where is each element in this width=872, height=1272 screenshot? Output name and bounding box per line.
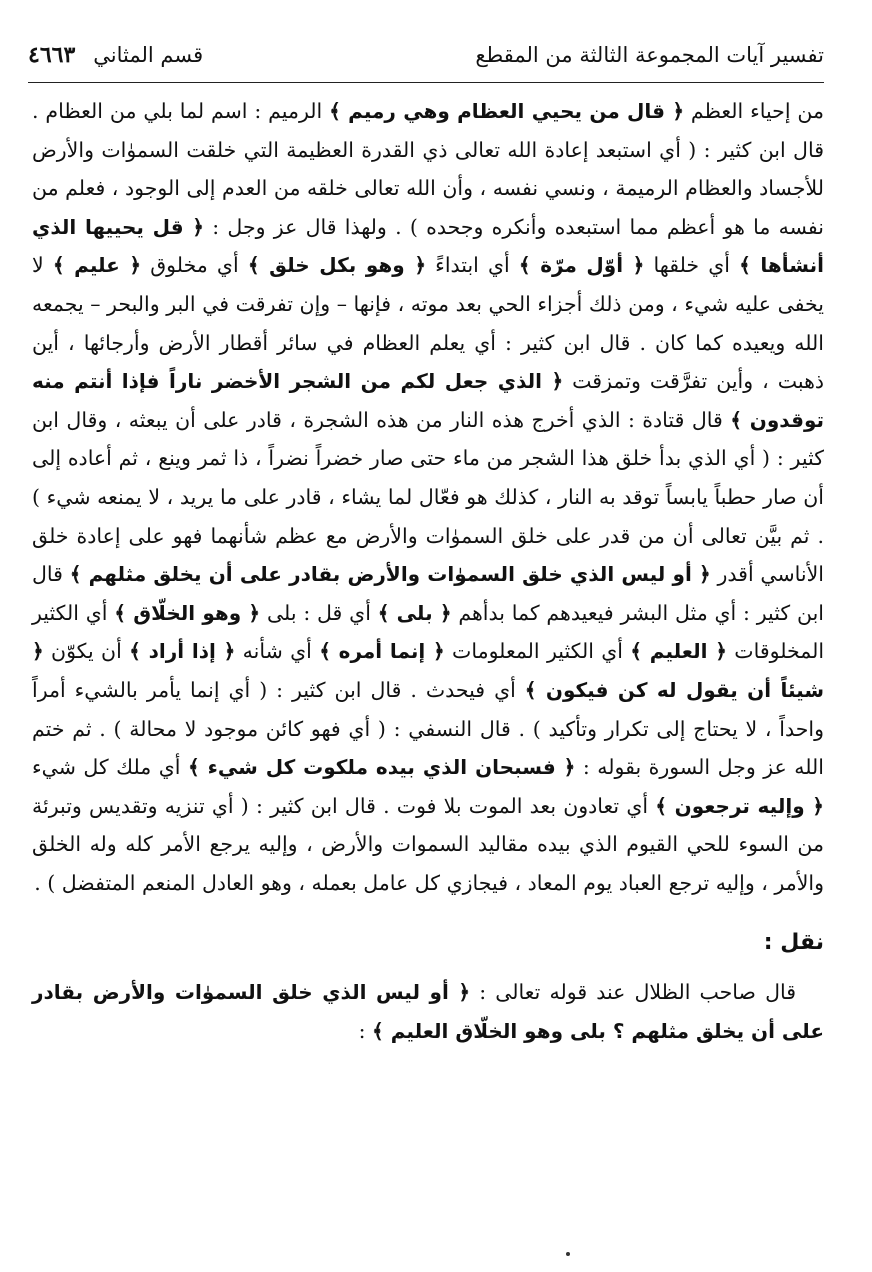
quran-verse: ﴿ فسبحان الذي بيده ملكوت كل شيء ﴾	[187, 755, 576, 780]
section-heading: نقل :	[763, 930, 824, 956]
text-run: أي قل : بلى	[260, 600, 378, 625]
quran-verse: ﴿ قل يحييها الذي أنشأها ﴾	[32, 214, 824, 278]
text-run: أي ملك كل شيء	[32, 755, 188, 780]
quran-verse: ﴿ أوّل مرّة ﴾	[518, 253, 645, 278]
text-run: قال صاحب الظلال عند قوله تعالى :	[470, 980, 797, 1005]
quote-intro-paragraph	[32, 973, 824, 1050]
quran-verse: ﴿ عليم ﴾	[52, 253, 142, 278]
text-run: أن يكوّن	[43, 639, 130, 664]
quran-verse: ﴿ العليم ﴾	[630, 639, 727, 664]
text-run: أي الكثير المعلومات	[444, 639, 631, 664]
text-run: أي مخلوق	[141, 253, 248, 278]
text-run: أي خلقها	[644, 253, 740, 278]
running-header	[28, 30, 824, 80]
quran-verse: ﴿ أو ليس الذي خلق السموٰات والأرض بقادر على أن يخلق مثلهم ؟ بلى وهو الخلّاق العليم ﴾	[32, 980, 824, 1043]
text-run: قال قتادة : الذي أخرج هذه النار من هذه الشجرة ، قادر على أن يبعثه ، وقال ابن كثير : ( أي الذي بدأ خلق هذا الشجر من ماء حتى صار خضراً نضراً ، ذا ثمر وينع ، ثم أعاده إلى أن صار حطباً يابساً توقد به النار ، كذلك هو فعّال لما يشاء ، قادر على ما يريد ، لا يمنعه شيء ) . ثم بيَّن تعالى أن من قدر على خلق السموٰات والأرض مع عظم شأنهما فهو على إعادة خلق الأناسي أقدر	[32, 407, 824, 587]
text-run: قال ابن كثير : أي مثل البشر فيعيدهم كما بدأهم	[32, 562, 824, 625]
quran-verse: ﴿ قال من يحيي العظام وهي رميم ﴾	[329, 99, 685, 123]
quran-verse: ﴿ وهو الخلّاق ﴾	[114, 600, 261, 625]
page-mark	[566, 1252, 570, 1256]
header-divider	[28, 82, 824, 83]
quran-verse: ﴿ بلى ﴾	[377, 600, 452, 625]
text-run: أي فيحدث . قال ابن كثير : ( أي إنما يأمر بالشيء أمراً واحداً ، لا يحتاج إلى تكرار وتأكيد ) . قال النسفي : ( أي فهو كائن موجود لا محالة ) . ثم ختم الله عز وجل السورة بقوله :	[32, 677, 824, 780]
running-title: تفسير آيات المجموعة الثالثة من المقطع	[475, 43, 824, 67]
quran-verse: ﴿ أو ليس الذي خلق السموٰات والأرض بقادر على أن يخلق مثلهم ﴾	[69, 562, 711, 587]
header-left-group	[28, 42, 203, 68]
text-run: من إحياء العظم	[684, 99, 824, 123]
quran-verse: ﴿ وإليه ترجعون ﴾	[655, 793, 824, 818]
commentary-paragraph	[32, 92, 824, 902]
text-run: أي الكثير المخلوقات	[32, 600, 825, 664]
text-run: :	[358, 1018, 373, 1043]
quran-verse: ﴿ وهو بكل خلق ﴾	[247, 253, 427, 278]
text-run: لا يخفى عليه شيء ، ومن ذلك أجزاء الحي بعد موته ، فإنها – وإن تفرقت في البر والبحر – يجمعه الله ويعيده كما كان . قال ابن كثير : أي يعلم العظام في سائر أقطار الأرض وأرجائها ، أين ذهبت ، وأين تفرَّقت وتمزقت	[32, 253, 825, 394]
text-run: أي تعادون بعد الموت بلا فوت . قال ابن كثير : ( أي تنزيه وتقديس وتبرئة من السوء للحي القيوم الذي بيده مقاليد السموات والأرض ، وإليه يرجع الأمر كله وله الخلق والأمر ، وإليه ترجع العباد يوم المعاد ، فيجازي كل عامل بعمله ، وهو العادل المنعم المتفضل ) .	[32, 793, 824, 895]
quran-verse: ﴿ الذي جعل لكم من الشجر الأخضر ناراً فإذا أنتم منه توقدون ﴾	[32, 369, 824, 432]
quran-verse: ﴿ إذا أراد ﴾	[129, 639, 236, 664]
text-run: أي شأنه	[235, 639, 320, 664]
quran-verse: ﴿ إنما أمره ﴾	[319, 639, 445, 664]
text-run: أي ابتداءً	[426, 253, 519, 278]
quran-verse: ﴿ شيئاً أن يقول له كن فيكون ﴾	[32, 639, 824, 702]
section-label: قسم المثاني	[93, 43, 204, 67]
page-body	[32, 92, 824, 1050]
text-run: الرميم : اسم لما بلي من العظام . قال ابن كثير : ( أي استبعد إعادة الله تعالى ذي القدرة العظيمة التي خلقت السموٰات والأرض للأجساد والعظام الرميمة ، ونسي نفسه ، وأن الله تعالى خلقه من العدم إلى الوجود ، فعلم من نفسه ما هو أعظم مما استبعده وأنكره وجحده ) . ولهذا قال عز وجل :	[32, 99, 824, 239]
page-number: ٤٦٦٣	[28, 42, 76, 68]
